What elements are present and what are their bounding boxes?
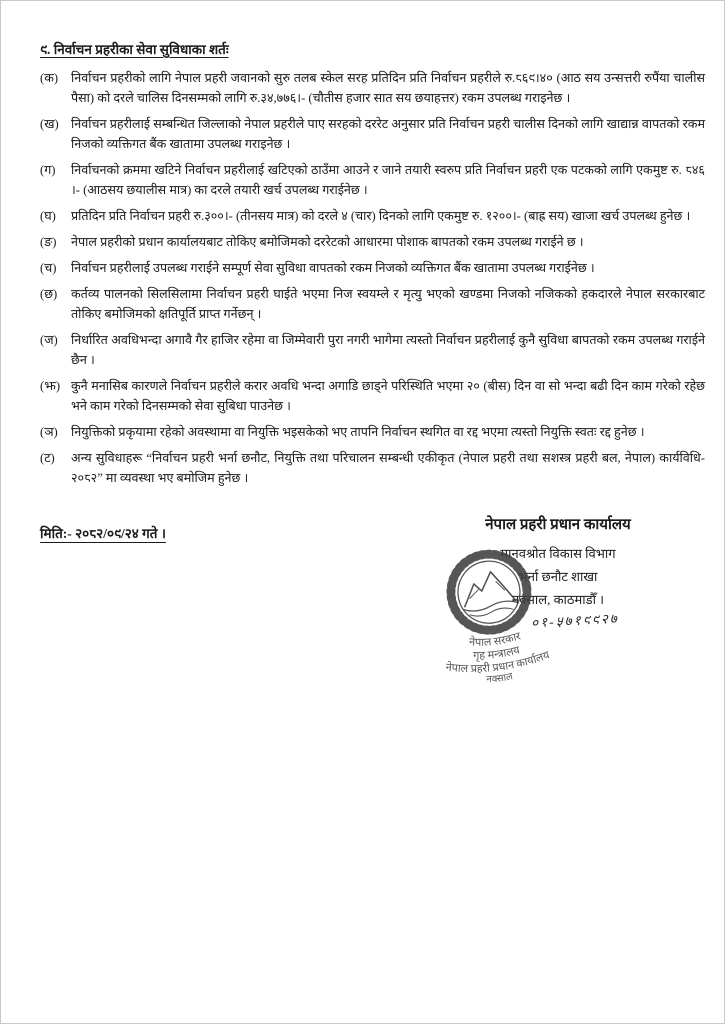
term-item-text: निर्धारित अवधिभन्दा अगावै गैर हाजिर रहेमा वा जिम्मेवारी पुरा नगरी भागेमा त्यस्तो निर्वाचन प्रहरीलाई कुनै सुविधा बापतको रकम उपलब्ध गराईने छैन । [71,333,705,367]
seal-line-ministry: गृह मन्त्रालय [473,644,522,662]
term-item-text: अन्य सुविधाहरू “निर्वाचन प्रहरी भर्ना छनौट, नियुक्ति तथा परिचालन सम्बन्धी एकीकृत (नेपाल प्रहरी तथा सशस्त्र प्रहरी बल, नेपाल) कार्यविधि- २०८२” मा व्यवस्था भए बमोजिम हुनेछ । [71,451,705,485]
term-item-text: नेपाल प्रहरीको प्रधान कार्यालयबाट तोकिए बमोजिमको दररेटको आधारमा पोशाक बापतको रकम उपलब्ध गराईने छ । [71,235,584,249]
term-item-text: नियुक्तिको प्रकृयामा रहेको अवस्थामा वा नियुक्ति भइसकेको भए तापनि निर्वाचन स्थगित वा रद्द भएमा त्यस्तो नियुक्ति स्वतः रद्द हुनेछ । [71,425,645,439]
term-item-text: निर्वाचनको क्रममा खटिने निर्वाचन प्रहरीलाई खटिएको ठाउँमा आउने र जाने तयारी स्वरुप प्रति निर्वाचन प्रहरी एक पटकको लागि एकमुष्ट रु. ८४६ ।- (आठसय छयालीस मात्र) का दरले तयारी खर्च उपलब्ध गराईनेछ । [71,163,705,197]
term-item-label: (क) [40,71,59,85]
office-phone-number: ०१-५७१९९२७ [530,610,620,631]
document-body [0,0,725,488]
term-item [40,448,705,488]
term-item [40,258,705,278]
document-footer [0,514,725,844]
term-item-label: (झ) [40,379,61,393]
term-item-label: (छ) [40,287,58,301]
term-item-label: (च) [40,261,57,275]
term-item-label: (ञ) [40,425,58,439]
term-item-text: निर्वाचन प्रहरीलाई सम्बन्धित जिल्लाको नेपाल प्रहरीले पाए सरहको दररेट अनुसार प्रति निर्वाचन प्रहरी चालीस दिनको लागि खाद्यान्न वापतको रकम निजको व्यक्तिगत बैंक खातामा उपलब्ध गराइनेछ । [71,117,705,151]
term-item [40,422,705,442]
date-line: मिति:- २०८२/०९/२४ गते । [40,526,166,541]
term-item-text: कर्तव्य पालनको सिलसिलामा निर्वाचन प्रहरी घाईते भएमा निज स्वयम्ले र मृत्यु भएको खण्डमा निजको नजिकको हकदारले नेपाल सरकारबाट तोकिए बमोजिमको क्षतिपूर्ति प्राप्त गर्नेछन् । [71,287,705,321]
terms-list [40,68,705,488]
term-item [40,376,705,416]
term-item-text: प्रतिदिन प्रति निर्वाचन प्रहरी रु.३००।- (तीनसय मात्र) को दरले ४ (चार) दिनको लागि एकमुष्ट रु. १२००।- (बाह्र सय) खाजा खर्च उपलब्ध हुनेछ । [71,209,691,223]
office-title: नेपाल प्रहरी प्रधान कार्यालय [485,517,631,533]
section-heading [40,40,705,58]
term-item-label: (ट) [40,451,55,465]
term-item-label: (ङ) [40,235,57,249]
seal-line-government: नेपाल सरकार [468,630,523,649]
office-address-line: नक्साल, काठमाडौँ । [511,592,605,607]
seal-line-location: नक्साल [486,671,514,686]
office-branch-line: भर्ना छनौट शाखा [518,569,598,584]
term-item-text: निर्वाचन प्रहरीलाई उपलब्ध गराईने सम्पूर्ण सेवा सुविधा वापतको रकम निजको व्यक्तिगत बैंक खातामा उपलब्ध गराईनेछ । [71,261,595,275]
term-item-text: कुनै मनासिब कारणले निर्वाचन प्रहरीले करार अवधि भन्दा अगाडि छाड्ने परिस्थिति भएमा २० (बीस) दिन वा सो भन्दा बढी दिन काम गरेको रहेछ भने काम गरेको दिनसम्मको सेवा सुबिधा पाउनेछ । [71,379,705,413]
term-item-label: (ज) [40,333,58,347]
term-item [40,160,705,200]
term-item-label: (घ) [40,209,56,223]
term-item [40,114,705,154]
office-department-line: मानवश्रोत विकास विभाग [500,546,616,561]
term-item-label: (ग) [40,163,56,177]
term-item [40,68,705,108]
section-heading-text: ९. निर्वाचन प्रहरीका सेवा सुविधाका शर्तः [40,42,229,57]
term-item [40,206,705,226]
seal-line-office: नेपाल प्रहरी प्रधान कार्यालय [444,649,552,676]
term-item [40,330,705,370]
nepal-government-emblem-icon [403,533,580,701]
term-item-label: (ख) [40,117,59,131]
official-stamp [403,533,580,701]
term-item [40,284,705,324]
term-item-text: निर्वाचन प्रहरीको लागि नेपाल प्रहरी जवानको सुरु तलब स्केल सरह प्रतिदिन प्रति निर्वाचन प्रहरीले रु.८६९।४० (आठ सय उन्सत्तरी रुपैंया चालीस पैसा) को दरले चालिस दिनसम्मको लागि रु.३४,७७६।- (चौतीस हजार सात सय छयाहत्तर) रकम उपलब्ध गराइनेछ । [71,71,705,105]
term-item [40,232,705,252]
